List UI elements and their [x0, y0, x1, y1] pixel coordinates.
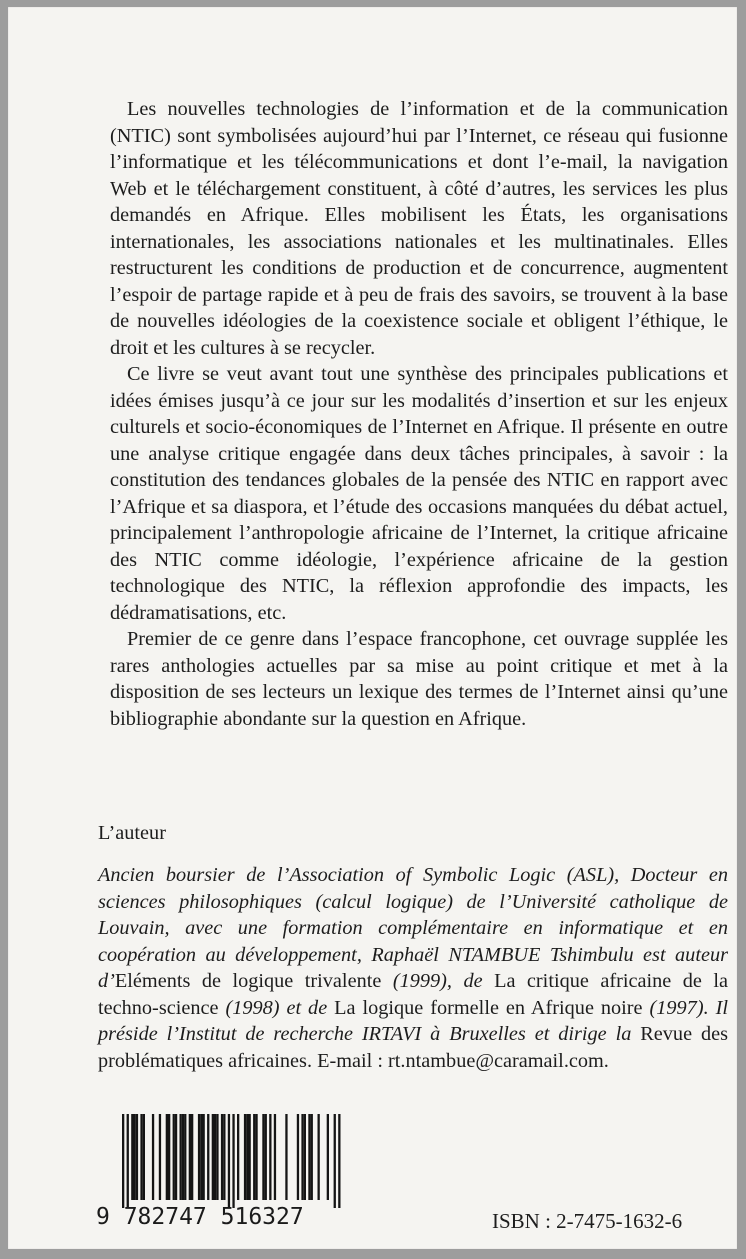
- barcode-bar-45: [318, 1114, 320, 1200]
- barcode-bar-1: [127, 1114, 129, 1208]
- barcode-bar-9: [166, 1114, 168, 1200]
- blurb-paragraph-2: Ce livre se veut avant tout une synthèse des principales publications et idées émises jusqu’à ce jour sur les modalités d’insertion et sur les enjeux culturels et socio-économiques de l’Internet en Afrique. Il présente en outre une analyse critique engagée dans deux tâches principales, à savoir : la constitution des tendances globales de la pensée des NTIC en rapport avec l’Afrique et sa diaspora, et l’étude des occasions manquées du débat actuel, principalement l’anthropologie africaine de l’Internet, la critique africaine des NTIC comme idéologie, l’expérience africaine de la gestion technologique des NTIC, la réflexion approfondie des impacts, les dédramatisations, etc.: [110, 363, 728, 624]
- back-cover: [8, 7, 737, 1249]
- barcode-bar-46: [327, 1114, 329, 1200]
- bio-work-2: La critique africaine de la techno-science: [98, 970, 728, 1019]
- barcode-bar-14: [182, 1114, 184, 1200]
- barcode-bars: [96, 1114, 342, 1208]
- bio-text-3: (1998) et de: [218, 996, 335, 1019]
- bio-text-2: (1999), de: [381, 970, 495, 992]
- barcode-bar-43: [308, 1114, 310, 1200]
- barcode-bar-42: [304, 1114, 306, 1200]
- barcode-bar-29: [237, 1114, 239, 1200]
- barcode-bar-20: [203, 1114, 205, 1200]
- barcode-digits: 9 782747 516327: [96, 1204, 304, 1230]
- barcode-bar-12: [175, 1114, 177, 1200]
- barcode-bar-25: [221, 1114, 223, 1200]
- barcode-bar-48: [338, 1114, 340, 1208]
- barcode-bar-6: [143, 1114, 145, 1200]
- barcode-bar-41: [301, 1114, 303, 1200]
- barcode-bar-18: [198, 1114, 200, 1200]
- barcode-bar-34: [255, 1114, 257, 1200]
- barcode-bar-24: [216, 1114, 218, 1200]
- barcode-bar-19: [200, 1114, 202, 1200]
- barcode: [96, 1114, 342, 1242]
- blurb-paragraph-3: Premier de ce genre dans l’espace francophone, cet ouvrage supplée les rares anthologies actuelles par sa mise au point critique et met à la disposition de ses lecteurs un lexique des termes de l’Internet ainsi qu’une bibliographie abondante sur la question en Afrique.: [110, 628, 728, 730]
- barcode-bar-11: [173, 1114, 175, 1200]
- author-bio: [98, 862, 728, 1074]
- blurb-paragraph-1: Les nouvelles technologies de l’information et de la communication (NTIC) sont symbolisées aujourd’hui par l’Internet, ce réseau qui fusionne l’informatique et les télécommunications et dont l’e-mail, la navigation Web et le téléchargement constituent, à côté d’autres, les services les plus demandés en Afrique. Elles mobilisent les États, les organisations internationales, les associations nationales et les multinatinales. Elles restructurent les conditions de production et de concurrence, augmentent l’espoir de partage rapide et à peu de frais des savoirs, se trouvent à la base de nouvelles idéologies de la coexistence sociale et obligent l’éthique, le droit et les cultures à se recycler.: [110, 98, 728, 359]
- barcode-bar-22: [212, 1114, 214, 1200]
- bio-work-3: La logique formelle en Afrique noire: [334, 996, 643, 1019]
- barcode-bar-2: [131, 1114, 133, 1200]
- barcode-bar-4: [136, 1114, 138, 1200]
- barcode-bar-15: [184, 1114, 186, 1200]
- isbn: ISBN : 2-7475-1632-6: [492, 1209, 683, 1233]
- barcode-bar-23: [214, 1114, 216, 1200]
- barcode-bar-31: [246, 1114, 248, 1200]
- barcode-bar-39: [285, 1114, 287, 1200]
- barcode-bar-38: [274, 1114, 276, 1200]
- barcode-bar-37: [269, 1114, 271, 1200]
- barcode-bar-30: [244, 1114, 246, 1200]
- barcode-bar-35: [262, 1114, 264, 1200]
- barcode-bar-33: [253, 1114, 255, 1200]
- bio-work-1: Eléments de logique trivalente: [114, 970, 382, 992]
- blurb: [110, 96, 728, 732]
- barcode-bar-0: [122, 1114, 124, 1208]
- author-heading: L’auteur: [98, 822, 166, 844]
- barcode-bar-17: [191, 1114, 193, 1200]
- barcode-bar-40: [297, 1114, 299, 1200]
- barcode-bar-36: [265, 1114, 267, 1200]
- bio-work-4: Revue des problématiques africaines: [98, 1023, 729, 1072]
- barcode-bar-28: [232, 1114, 234, 1208]
- barcode-bar-10: [168, 1114, 170, 1200]
- barcode-bar-13: [180, 1114, 182, 1200]
- barcode-bar-44: [311, 1114, 313, 1200]
- barcode-bar-7: [152, 1114, 154, 1200]
- author-email: . E-mail : rt.ntambue@caramail.com.: [306, 1049, 609, 1072]
- barcode-bar-27: [228, 1114, 230, 1208]
- barcode-bar-16: [189, 1114, 191, 1200]
- barcode-bar-8: [159, 1114, 161, 1200]
- barcode-bar-47: [334, 1114, 336, 1208]
- barcode-bar-21: [207, 1114, 209, 1200]
- barcode-bar-5: [140, 1114, 142, 1200]
- bio-text-1: Ancien boursier de l’Association of Symbolic Logic (ASL), Docteur en sciences philosophiques (calcul logique) de l’Université catholique de Louvain, avec une formation complémentaire en informatique et en coopération au développement, Raphaël NTAMBUE Tshimbulu est auteur d’: [98, 864, 728, 992]
- barcode-bar-3: [134, 1114, 136, 1200]
- barcode-bar-32: [249, 1114, 251, 1200]
- barcode-bar-26: [223, 1114, 225, 1200]
- bio-text-4: (1997). Il préside l’Institut de recherche IRTAVI à Bruxelles et dirige la: [98, 996, 728, 1045]
